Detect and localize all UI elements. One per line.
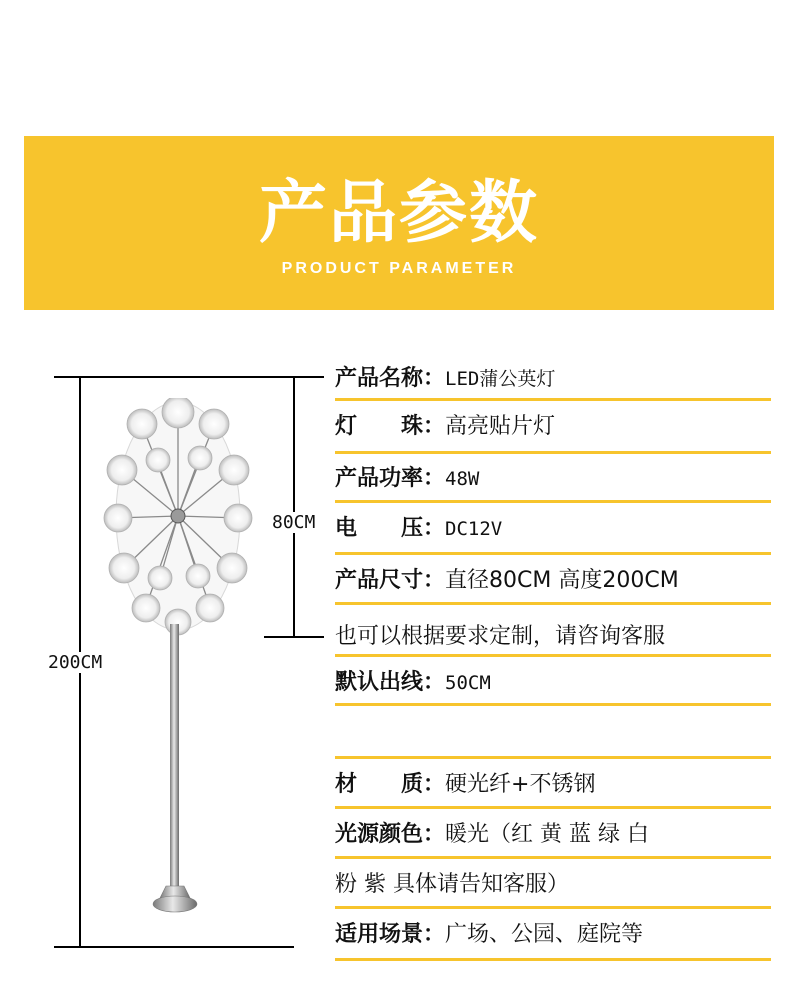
spec-value: 硬光纤+不锈钢	[445, 772, 596, 797]
page-title: 产品参数	[258, 174, 539, 253]
spec-row-cable	[335, 668, 491, 698]
separator	[335, 906, 771, 909]
spec-label: 产品名称：	[335, 366, 446, 391]
spec-label: 材 质：	[335, 772, 446, 797]
spec-label: 电 压：	[335, 516, 446, 541]
dimension-bottom-line	[54, 946, 294, 948]
spec-value: 直径80CM 高度200CM	[445, 568, 679, 593]
spec-value: DC12V	[445, 518, 503, 540]
head-height-line	[293, 376, 295, 637]
separator	[335, 654, 771, 657]
spec-value: 也可以根据要求定制，请咨询客服	[335, 624, 666, 649]
separator	[335, 602, 771, 605]
header-banner	[24, 136, 774, 310]
spec-label: 适用场景：	[335, 922, 446, 947]
spec-row-size	[335, 566, 679, 596]
spec-value: 粉 紫 具体请告知客服）	[335, 872, 569, 897]
spec-row-beads	[335, 412, 555, 442]
spec-row-custom-note	[335, 622, 665, 652]
separator	[335, 856, 771, 859]
separator	[335, 451, 771, 454]
separator	[335, 552, 771, 555]
spec-row-voltage	[335, 514, 502, 544]
spec-value: 50CM	[445, 672, 491, 694]
separator	[335, 500, 771, 503]
spec-row-power	[335, 464, 479, 494]
page-subtitle: PRODUCT PARAMETER	[281, 260, 517, 277]
dandelion-lamp-image	[100, 398, 260, 918]
spec-label: 光源颜色：	[335, 822, 446, 847]
spec-label: 默认出线：	[335, 670, 446, 695]
separator	[335, 398, 771, 401]
spec-value: 广场、公园、庭院等	[445, 922, 644, 947]
spec-row-scenes	[335, 920, 643, 950]
spec-label: 产品尺寸：	[335, 568, 446, 593]
spec-row-light-color	[335, 820, 649, 850]
separator	[335, 958, 771, 961]
dimension-top-line	[54, 376, 294, 378]
spec-value: 暖光（红 黄 蓝 绿 白	[445, 822, 649, 847]
separator	[335, 756, 771, 759]
spec-row-light-color-cont	[335, 870, 569, 900]
spec-value: 48W	[445, 468, 480, 490]
spec-label: 产品功率：	[335, 466, 446, 491]
head-height-label: 80CM	[272, 512, 316, 533]
spec-row-name	[335, 364, 555, 394]
spec-row-material	[335, 770, 595, 800]
spec-label: 灯 珠：	[335, 414, 446, 439]
overall-height-label: 200CM	[48, 652, 103, 673]
spec-value: 高亮贴片灯	[445, 414, 556, 439]
separator	[335, 806, 771, 809]
spec-value: LED蒲公英灯	[445, 368, 556, 390]
separator	[335, 703, 771, 706]
